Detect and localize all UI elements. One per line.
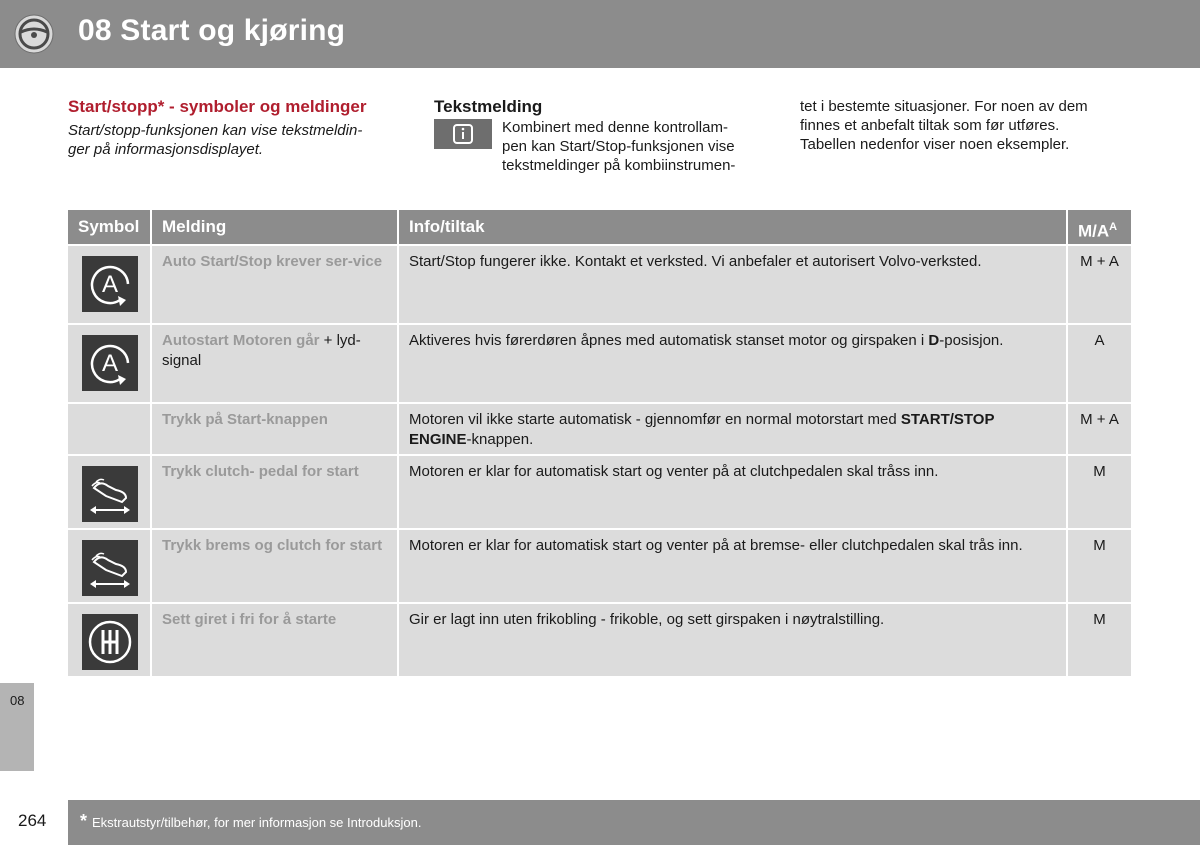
info-icon: [434, 119, 492, 149]
table-row: [68, 530, 1131, 602]
symbol-cell: [68, 456, 150, 528]
table-header: [68, 210, 1131, 244]
section-heading: Start/stopp* - symboler og meldinger: [68, 97, 367, 116]
symbol-cell: [68, 404, 150, 454]
text-line: finnes et anbefalt tiltak som før utføres.: [800, 117, 1060, 134]
symbol-cell: [68, 325, 150, 402]
header-info: Info/tiltak: [399, 210, 1066, 244]
foot-pedal-icon: [82, 466, 138, 522]
info-text: Gir er lagt inn uten frikobling - frikoble, og sett girspaken i nøytralstilling.: [409, 611, 885, 628]
info-badge: [434, 119, 492, 149]
footnote-text: Ekstrautstyr/tilbehør, for mer informasjon se Introduksjon.: [92, 815, 422, 830]
message-cell: [152, 246, 397, 323]
info-cell: [399, 530, 1066, 602]
info-bold: START/STOP ENGINE: [409, 411, 995, 448]
message-title: Sett giret i fri for å starte: [162, 611, 337, 628]
foot-pedal-icon: [82, 540, 138, 596]
svg-text:A: A: [101, 350, 119, 377]
table-row: [68, 325, 1131, 402]
ma-cell: M: [1068, 530, 1131, 602]
auto-start-stop-icon: [82, 256, 138, 312]
subtitle-line: Start/stopp-funksjonen kan vise tekstmeldin-: [68, 122, 363, 139]
message-cell: [152, 604, 397, 676]
info-text: Start/Stop fungerer ikke. Kontakt et verksted. Vi anbefaler et autorisert Volvo-verksted.: [409, 253, 982, 270]
footnote-star: *: [80, 811, 88, 831]
message-title: Autostart Motoren går: [162, 332, 320, 349]
header-ma-label: M/A: [1078, 221, 1110, 241]
info-cell: [399, 456, 1066, 528]
symbol-cell: [68, 246, 150, 323]
text-line: tekstmeldinger på kombiinstrumen-: [502, 157, 736, 174]
info-text: Motoren er klar for automatisk start og venter på at clutchpedalen skal tråss inn.: [409, 463, 939, 480]
symbol-cell: [68, 604, 150, 676]
tekstmelding-section: [434, 97, 764, 174]
table-row: [68, 604, 1131, 676]
header-ma-sup: A: [1109, 221, 1118, 233]
message-title: Trykk clutch- pedal for start: [162, 463, 359, 480]
text-line: Tabellen nedenfor viser noen eksempler.: [800, 136, 1070, 153]
ma-cell: M + A: [1068, 404, 1131, 454]
info-text: Motoren er klar for automatisk start og venter på at bremse- eller clutchpedalen skal trås inn.: [409, 537, 1023, 554]
tekstmelding-heading: Tekstmelding: [434, 97, 543, 116]
header-symbol: Symbol: [68, 210, 150, 244]
ma-cell: M + A: [1068, 246, 1131, 323]
svg-text:A: A: [101, 271, 119, 298]
tekstmelding-continued: [800, 97, 1130, 154]
table-row: [68, 404, 1131, 454]
gear-neutral-icon: [82, 614, 138, 670]
message-cell: [152, 530, 397, 602]
chapter-tab-label: 08: [10, 693, 25, 708]
header-ma: [1068, 210, 1131, 244]
text-line: pen kan Start/Stop-funksjonen vise: [502, 138, 735, 155]
info-bold: D: [928, 332, 940, 349]
message-cell: [152, 404, 397, 454]
subtitle-line: ger på informasjonsdisplayet.: [68, 141, 264, 158]
ma-cell: M: [1068, 604, 1131, 676]
tekstmelding-text: [502, 118, 764, 175]
info-text-post: -posisjon.: [939, 332, 1004, 349]
info-cell: [399, 404, 1066, 454]
page-header: [0, 0, 1200, 68]
text-line: Kombinert med denne kontrollam-: [502, 119, 728, 136]
message-title: Trykk på Start-knappen: [162, 411, 328, 428]
info-text: Aktiveres hvis førerdøren åpnes med automatisk stanset motor og girspaken i: [409, 332, 929, 349]
info-text: Motoren vil ikke starte automatisk - gjennomfør en normal motorstart med: [409, 411, 901, 428]
intro-section: [68, 97, 398, 159]
message-title: Trykk brems og clutch for start: [162, 537, 383, 554]
info-cell: [399, 604, 1066, 676]
message-title: Auto Start/Stop krever ser-vice: [162, 253, 383, 270]
table-row: [68, 456, 1131, 528]
ma-cell: M: [1068, 456, 1131, 528]
text-line: tet i bestemte situasjoner. For noen av dem: [800, 98, 1088, 115]
steering-wheel-icon: [14, 14, 54, 54]
header-melding: Melding: [152, 210, 397, 244]
info-cell: [399, 325, 1066, 402]
page-title: 08 Start og kjøring: [78, 14, 346, 47]
message-cell: [152, 456, 397, 528]
page-number: 264: [18, 811, 47, 830]
section-subtitle: [68, 121, 398, 159]
message-rest: + lyd-signal: [162, 332, 361, 369]
info-cell: [399, 246, 1066, 323]
chapter-tab[interactable]: [0, 683, 34, 771]
info-text-post: -knappen.: [466, 431, 534, 448]
message-cell: [152, 325, 397, 402]
auto-start-stop-icon: [82, 335, 138, 391]
ma-cell: A: [1068, 325, 1131, 402]
symbol-cell: [68, 530, 150, 602]
table-row: [68, 246, 1131, 323]
